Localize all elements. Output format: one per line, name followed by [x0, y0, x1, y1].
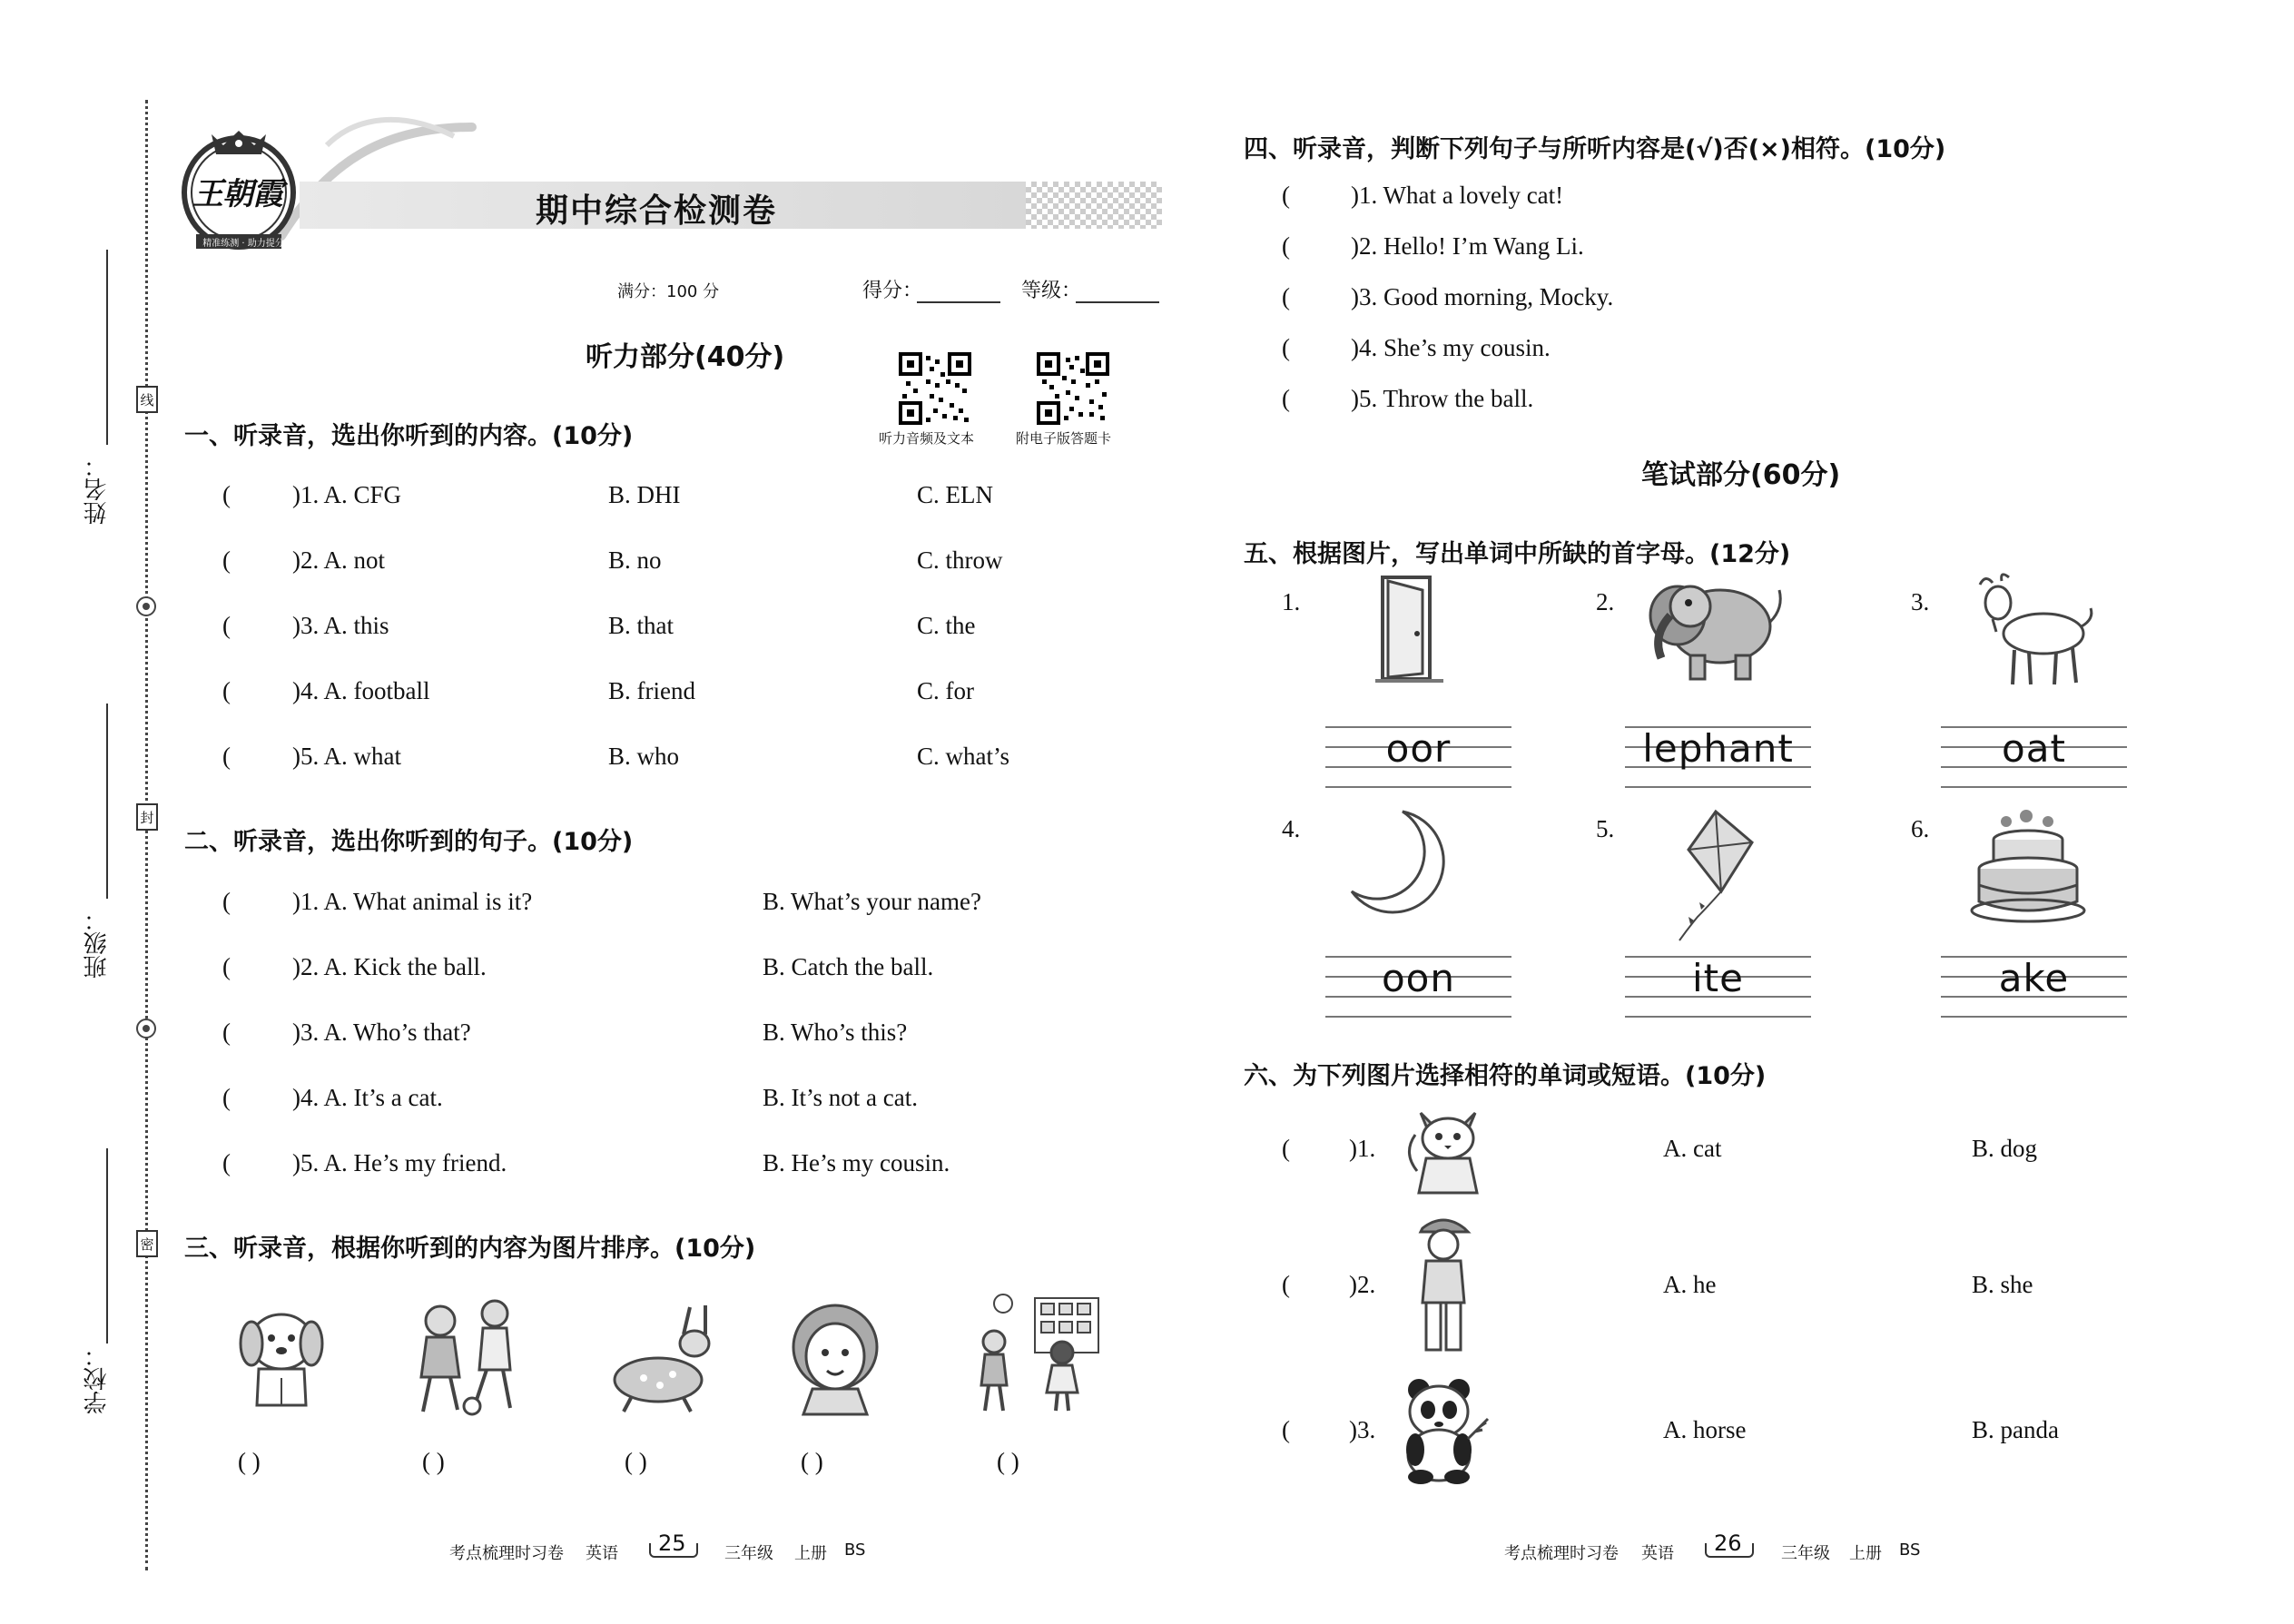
title-banner-checker — [1026, 182, 1162, 229]
footer-right-series: 考点梳理时习卷 — [1504, 1544, 1619, 1563]
s1-item-4-a: )4. A. football — [292, 677, 430, 704]
kids-street-picture-icon — [958, 1287, 1108, 1414]
s4-paren: ( — [1282, 283, 1290, 310]
footer-left-ed: BS — [844, 1540, 866, 1560]
binding-ornament-icon — [134, 595, 158, 618]
footer-left-subject: 英语 — [586, 1544, 618, 1563]
s2-item-4-a: )4. A. It’s a cat. — [292, 1084, 443, 1111]
s5-num-1: 1. — [1282, 588, 1301, 615]
section-5-title: 五、根据图片，写出单词中所缺的首字母。(12分) — [1244, 540, 1791, 568]
deer-picture-icon — [604, 1298, 731, 1416]
section-4-title: 四、听录音，判断下列句子与所听内容是(√)否(×)相符。(10分) — [1244, 135, 1946, 163]
footer-left-series: 考点梳理时习卷 — [449, 1544, 564, 1563]
s2-paren: ( — [222, 1019, 231, 1046]
s1-paren: ( — [222, 743, 231, 770]
s5-word-6: ake — [1998, 956, 2070, 1000]
s2-paren: ( — [222, 888, 231, 915]
s6-paren: ( — [1282, 1416, 1290, 1443]
s2-item-2-a: )2. A. Kick the ball. — [292, 953, 487, 980]
s6-item-1-a: A. cat — [1663, 1135, 1722, 1162]
s6-item-2-a: A. he — [1663, 1271, 1717, 1298]
s5-answer-6[interactable] — [1941, 956, 2127, 1019]
s1-item-2-a: )2. A. not — [292, 546, 386, 574]
s5-num-6: 6. — [1911, 815, 1930, 842]
footer-right-grade: 三年级 — [1781, 1544, 1830, 1563]
brand-logo-text: 王朝霞 — [192, 176, 282, 212]
s5-answer-1[interactable] — [1325, 726, 1511, 790]
s6-paren: ( — [1282, 1135, 1290, 1162]
s6-item-3-a: A. horse — [1663, 1416, 1747, 1443]
s6-paren: ( — [1282, 1271, 1290, 1298]
s4-item-1: )1. What a lovely cat! — [1351, 182, 1564, 209]
s6-item-1-num: )1. — [1349, 1135, 1376, 1162]
s1-paren: ( — [222, 612, 231, 639]
s4-paren: ( — [1282, 182, 1290, 209]
cake-picture-icon — [1970, 803, 2088, 935]
s1-paren: ( — [222, 546, 231, 574]
footer-left-grade: 三年级 — [724, 1544, 773, 1563]
s1-paren: ( — [222, 481, 231, 508]
s5-answer-2[interactable] — [1625, 726, 1811, 790]
s1-item-1-c: C. ELN — [917, 481, 993, 508]
s3-blank-3[interactable]: ( ) — [625, 1448, 647, 1475]
s2-item-2-b: B. Catch the ball. — [763, 953, 934, 980]
s5-num-3: 3. — [1911, 588, 1930, 615]
s1-item-4-b: B. friend — [608, 677, 695, 704]
s5-word-3: oat — [2002, 726, 2066, 771]
binding-marker-secret: 密 — [136, 1230, 158, 1257]
s4-item-2: )2. Hello! I’m Wang Li. — [1351, 232, 1584, 260]
s2-item-1-a: )1. A. What animal is it? — [292, 888, 533, 915]
binding-marker-seal: 封 — [136, 803, 158, 831]
s4-paren: ( — [1282, 334, 1290, 361]
class-line — [106, 704, 108, 899]
s1-item-2-c: C. throw — [917, 546, 1003, 574]
binding-ornament-icon — [134, 1017, 158, 1040]
section-6-title: 六、为下列图片选择相符的单词或短语。(10分) — [1244, 1062, 1767, 1090]
dog-picture-icon — [231, 1298, 331, 1416]
section-3-title: 三、听录音，根据你听到的内容为图片排序。(10分) — [184, 1235, 756, 1263]
school-line — [106, 1148, 108, 1343]
s2-item-3-a: )3. A. Who’s that? — [292, 1019, 471, 1046]
goat-picture-icon — [1965, 572, 2102, 690]
s5-word-5: ite — [1692, 956, 1744, 1000]
written-title: 笔试部分(60分) — [1641, 459, 1841, 491]
s2-paren: ( — [222, 953, 231, 980]
s5-answer-5[interactable] — [1625, 956, 1811, 1019]
s1-item-5-b: B. who — [608, 743, 680, 770]
s6-item-1-b: B. dog — [1972, 1135, 2038, 1162]
s5-num-2: 2. — [1596, 588, 1615, 615]
s1-paren: ( — [222, 677, 231, 704]
s2-item-5-a: )5. A. He’s my friend. — [292, 1149, 507, 1176]
s4-paren: ( — [1282, 385, 1290, 412]
s2-paren: ( — [222, 1149, 231, 1176]
section-2-title: 二、听录音，选出你听到的句子。(10分) — [184, 828, 634, 856]
s1-item-4-c: C. for — [917, 677, 974, 704]
score-blank[interactable] — [917, 301, 1000, 303]
section-1-title: 一、听录音，选出你听到的内容。(10分) — [184, 422, 634, 450]
score-label: 得分： — [862, 280, 923, 302]
girl-face-picture-icon — [785, 1298, 885, 1416]
s5-answer-3[interactable] — [1941, 726, 2127, 790]
full-score: 满分：100 分 — [617, 282, 720, 301]
s2-paren: ( — [222, 1084, 231, 1111]
cat-picture-icon — [1403, 1098, 1493, 1198]
s5-word-1: oor — [1385, 726, 1452, 771]
s5-answer-4[interactable] — [1325, 956, 1511, 1019]
s3-blank-2[interactable]: ( ) — [422, 1448, 445, 1475]
s1-item-5-a: )5. A. what — [292, 743, 401, 770]
s1-item-3-c: C. the — [917, 612, 976, 639]
brand-logo-tagline: 精准练测 · 助力提分 — [202, 239, 284, 249]
boy-picture-icon — [1412, 1212, 1475, 1357]
s2-item-3-b: B. Who’s this? — [763, 1019, 908, 1046]
s6-item-3-b: B. panda — [1972, 1416, 2059, 1443]
listening-title: 听力部分(40分) — [586, 341, 785, 373]
s5-word-4: oon — [1381, 956, 1455, 1000]
s3-blank-1[interactable]: ( ) — [238, 1448, 261, 1475]
s1-item-2-b: B. no — [608, 546, 662, 574]
grade-label: 等级： — [1021, 280, 1082, 302]
s3-blank-5[interactable]: ( ) — [997, 1448, 1019, 1475]
footer-right-ed: BS — [1899, 1540, 1921, 1560]
qr-caption-audio: 听力音频及文本 — [879, 430, 975, 447]
s4-item-4: )4. She’s my cousin. — [1351, 334, 1551, 361]
binding-marker-line: 线 — [136, 386, 158, 413]
s1-item-3-a: )3. A. this — [292, 612, 389, 639]
elephant-picture-icon — [1634, 572, 1788, 685]
boys-football-picture-icon — [399, 1294, 536, 1421]
kite-picture-icon — [1661, 808, 1761, 944]
qr-caption-answer-card: 附电子版答题卡 — [1016, 430, 1112, 447]
s6-item-2-num: )2. — [1349, 1271, 1376, 1298]
footer-right-page: 26 — [1714, 1530, 1742, 1556]
s5-num-5: 5. — [1596, 815, 1615, 842]
panda-picture-icon — [1393, 1375, 1493, 1484]
s5-num-4: 4. — [1282, 815, 1301, 842]
s1-item-3-b: B. that — [608, 612, 674, 639]
page-title: 期中综合检测卷 — [536, 192, 778, 230]
class-label: 班级： — [84, 908, 111, 979]
s1-item-5-c: C. what’s — [917, 743, 1010, 770]
s2-item-5-b: B. He’s my cousin. — [763, 1149, 950, 1176]
s1-item-1-b: B. DHI — [608, 481, 681, 508]
s6-item-3-num: )3. — [1349, 1416, 1376, 1443]
school-label: 学校： — [84, 1343, 111, 1414]
binding-dotted-line — [145, 100, 148, 1570]
name-label: 姓名： — [84, 454, 111, 525]
s3-blank-4[interactable]: ( ) — [801, 1448, 823, 1475]
qr-code-audio-icon[interactable] — [899, 352, 971, 425]
footer-right-subject: 英语 — [1641, 1544, 1674, 1563]
s1-item-1-a: )1. A. CFG — [292, 481, 402, 508]
s2-item-4-b: B. It’s not a cat. — [763, 1084, 918, 1111]
s4-paren: ( — [1282, 232, 1290, 260]
s6-item-2-b: B. she — [1972, 1271, 2033, 1298]
footer-right-vol: 上册 — [1849, 1544, 1882, 1563]
s5-word-2: lephant — [1642, 726, 1794, 771]
s4-item-3: )3. Good morning, Mocky. — [1351, 283, 1614, 310]
s2-item-1-b: B. What’s your name? — [763, 888, 981, 915]
grade-blank[interactable] — [1076, 301, 1159, 303]
qr-code-answer-card-icon[interactable] — [1037, 352, 1109, 425]
footer-left-vol: 上册 — [794, 1544, 827, 1563]
s4-item-5: )5. Throw the ball. — [1351, 385, 1534, 412]
door-picture-icon — [1375, 572, 1448, 685]
moon-picture-icon — [1348, 808, 1457, 917]
footer-left-page: 25 — [658, 1530, 686, 1556]
name-line — [106, 250, 108, 445]
